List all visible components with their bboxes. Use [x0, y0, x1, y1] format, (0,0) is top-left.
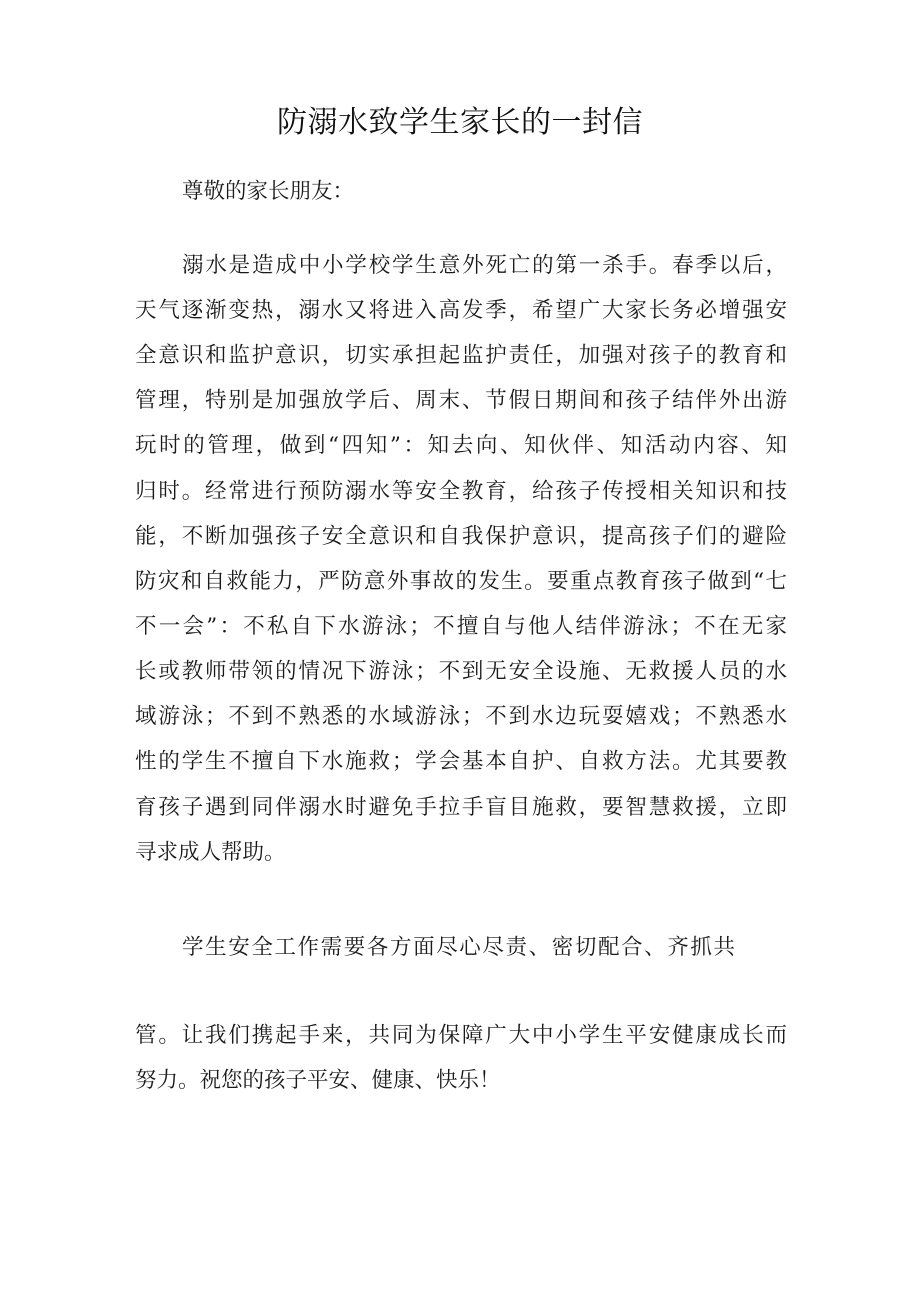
- paragraph-1-line: 不一会”：不私自下水游泳；不擅自与他人结伴游泳；不在无家: [135, 614, 787, 639]
- letter-title: 防溺水致学生家长的一封信: [277, 105, 643, 140]
- paragraph-1-line: 育孩子遇到同伴溺水时避免手拉手盲目施救，要智慧救援，立即: [135, 795, 787, 820]
- paragraph-1-line: 能，不断加强孩子安全意识和自我保护意识，提高孩子们的避险: [135, 524, 787, 549]
- paragraph-1-line: 防灾和自救能力，严防意外事故的发生。要重点教育孩子做到“七: [135, 569, 787, 594]
- paragraph-2-line: 管。让我们携起手来，共同为保障广大中小学生平安健康成长而: [135, 1023, 787, 1048]
- paragraph-1-line: 溺水是造成中小学校学生意外死亡的第一杀手。春季以后，: [182, 253, 787, 278]
- paragraph-2-line: 学生安全工作需要各方面尽心尽责、密切配合、齐抓共: [182, 935, 735, 960]
- paragraph-1-line: 玩时的管理，做到“四知”：知去向、知伙伴、知活动内容、知: [135, 433, 787, 458]
- paragraph-2-line: 努力。祝您的孩子平安、健康、快乐！: [135, 1068, 501, 1093]
- salutation: 尊敬的家长朋友：: [182, 179, 355, 204]
- paragraph-1-line: 天气逐渐变热，溺水又将进入高发季，希望广大家长务必增强安: [135, 298, 787, 323]
- paragraph-1-line: 管理，特别是加强放学后、周末、节假日期间和孩子结伴外出游: [135, 388, 787, 413]
- paragraph-1-line: 域游泳；不到不熟悉的水域游泳；不到水边玩耍嬉戏；不熟悉水: [135, 704, 787, 729]
- paragraph-1-line: 性的学生不擅自下水施救；学会基本自护、自救方法。尤其要教: [135, 749, 787, 774]
- paragraph-1-line: 归时。经常进行预防溺水等安全教育，给孩子传授相关知识和技: [135, 479, 787, 504]
- paragraph-1-line: 寻求成人帮助。: [135, 840, 286, 865]
- paragraph-1-line: 全意识和监护意识，切实承担起监护责任，加强对孩子的教育和: [135, 343, 787, 368]
- paragraph-1-line: 长或教师带领的情况下游泳；不到无安全设施、无救援人员的水: [135, 659, 787, 684]
